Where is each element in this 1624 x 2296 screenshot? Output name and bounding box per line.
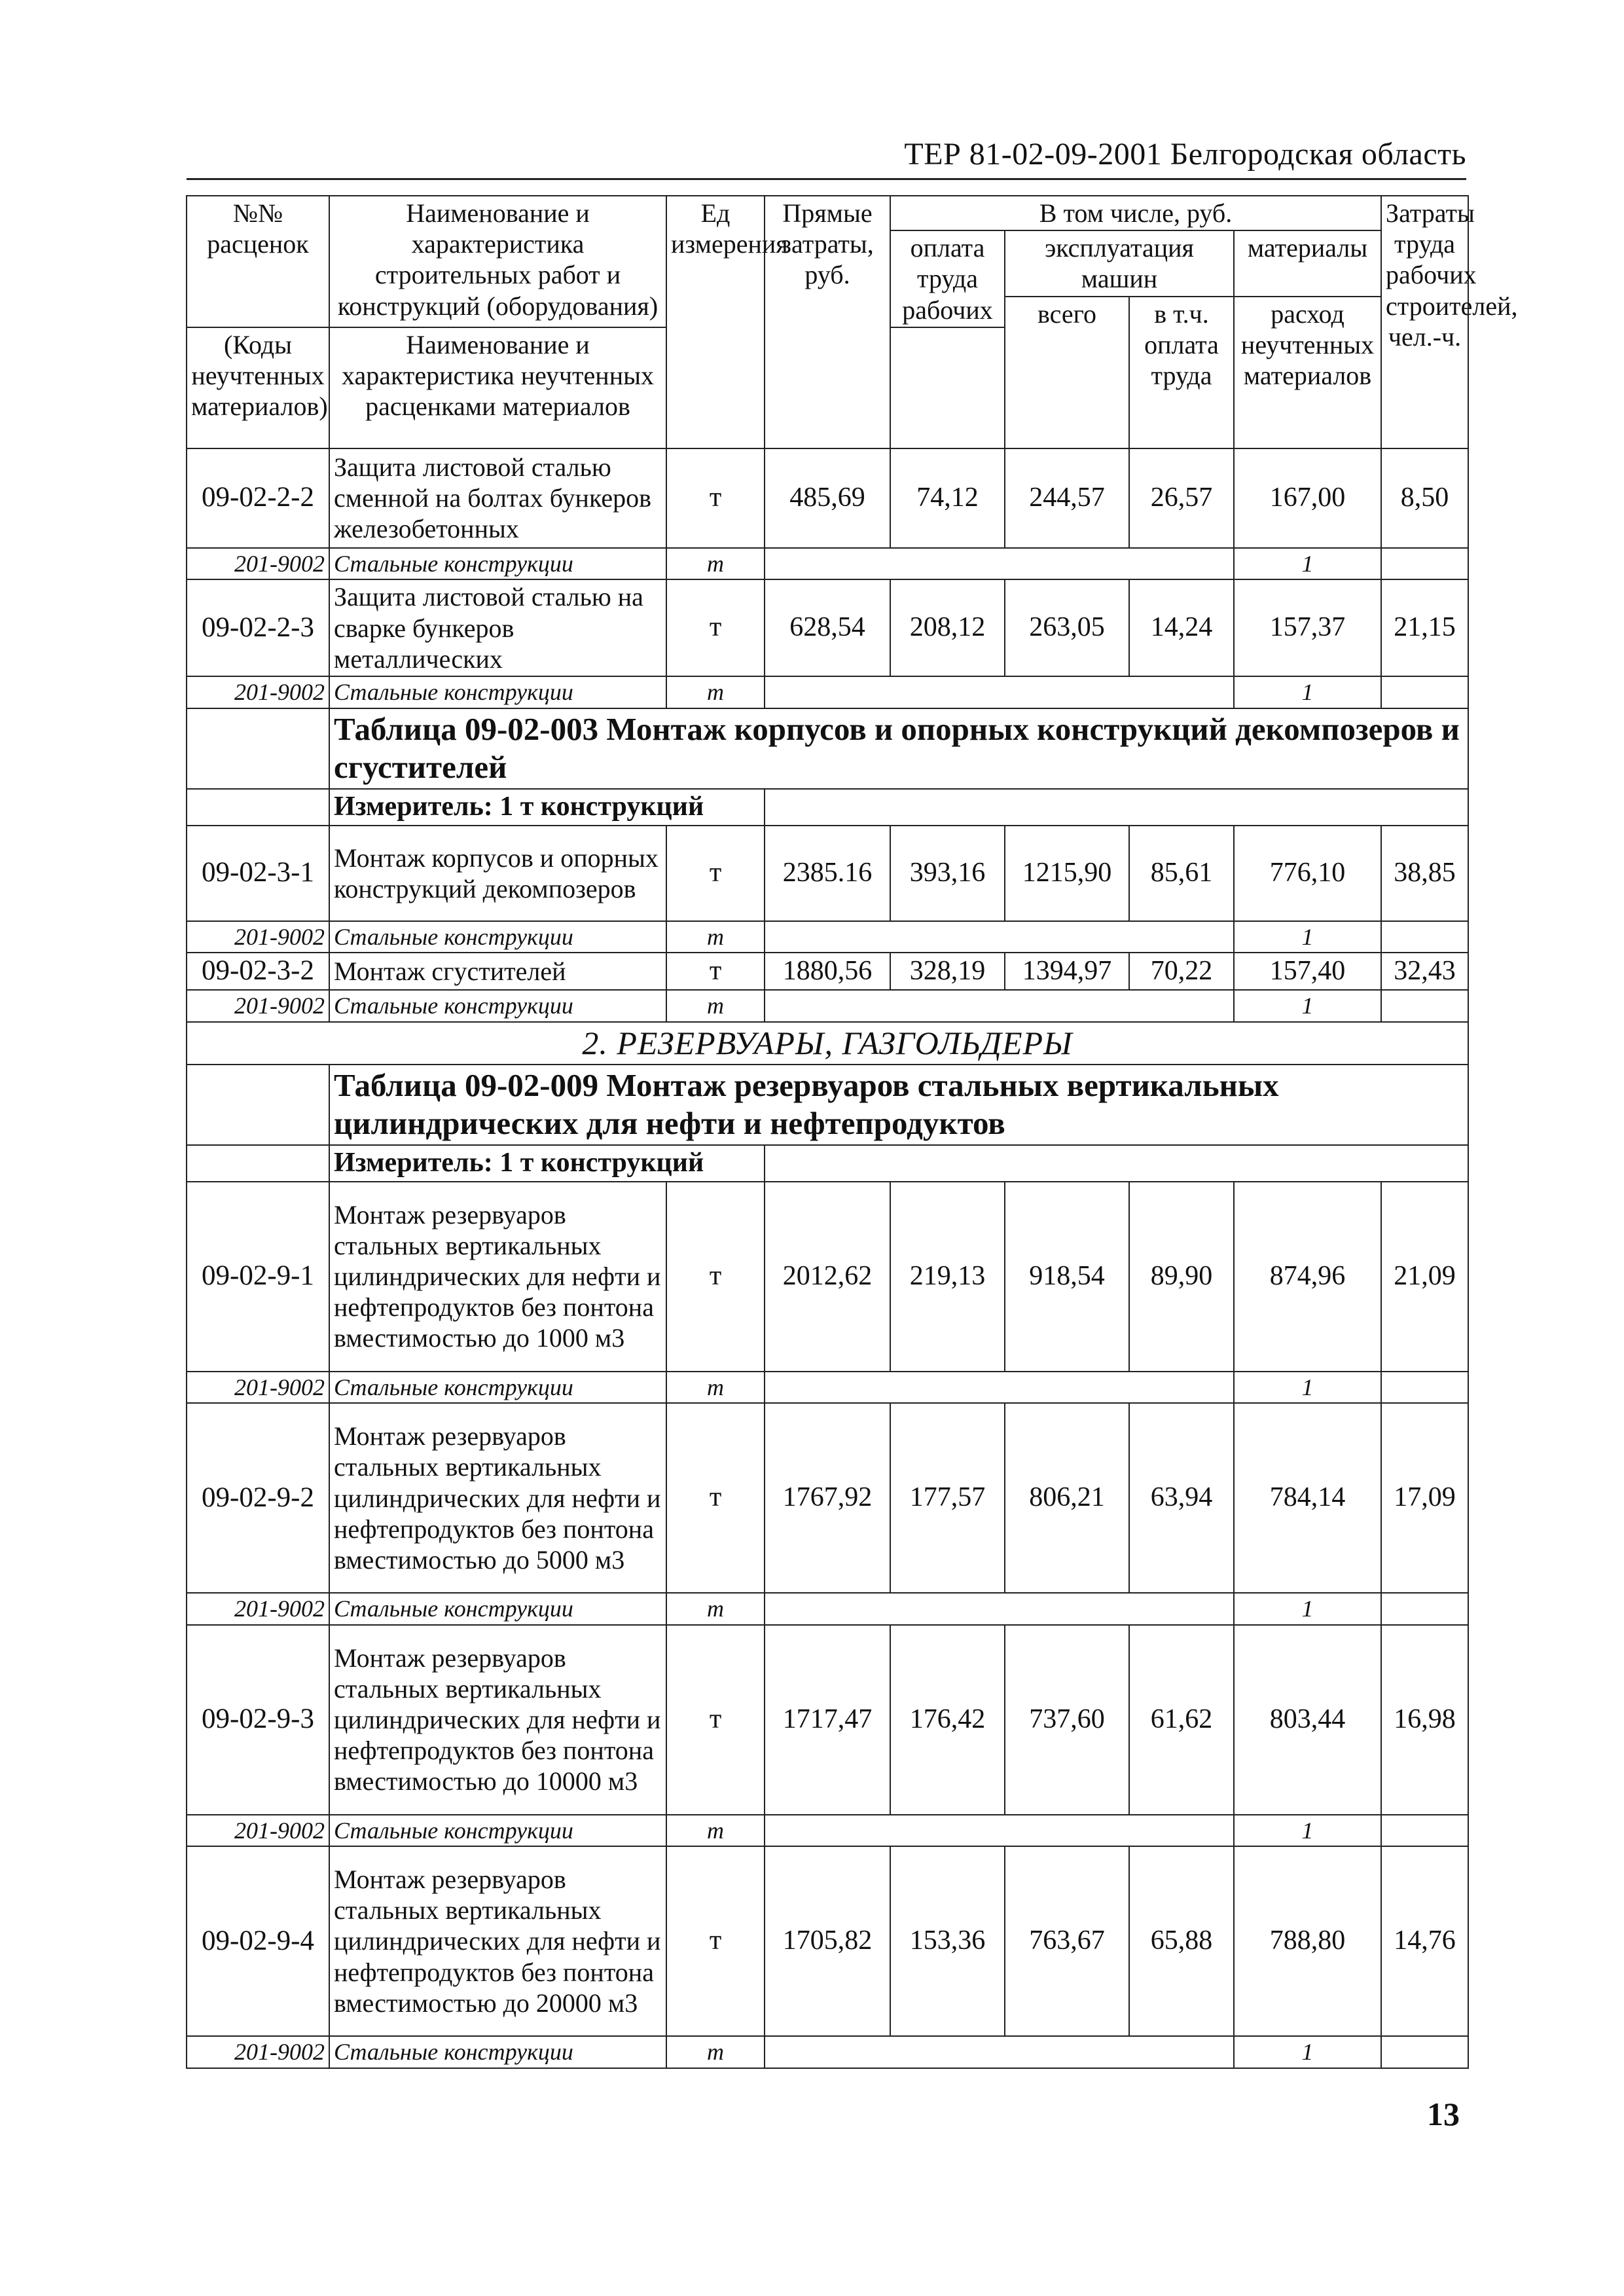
table-row [187, 579, 1468, 676]
document-header-title: ТЕР 81-02-09-2001 Белгородская область [904, 137, 1466, 172]
rate-name: Монтаж резервуаров стальных вертикальных цилиндрических для нефти и нефтепродуктов без понтона вместимостью до 5000 м3 [329, 1403, 666, 1593]
material-name: Стальные конструкции [329, 676, 666, 708]
rate-code: 09-02-3-1 [187, 826, 329, 921]
rate-labor: 21,09 [1381, 1182, 1468, 1372]
measure-unit: Измеритель: 1 т конструкций [329, 1145, 765, 1182]
rate-code: 09-02-9-2 [187, 1403, 329, 1593]
material-code: 201-9002 [187, 548, 329, 579]
material-row [187, 990, 1468, 1021]
material-row [187, 1815, 1468, 1846]
rate-machines-wages: 65,88 [1129, 1846, 1234, 2036]
rate-materials: 157,40 [1234, 953, 1381, 990]
header-wages-empty [890, 327, 1005, 448]
table-row [187, 826, 1468, 921]
material-code: 201-9002 [187, 1593, 329, 1624]
material-unit: т [666, 990, 765, 1021]
rate-wages: 328,19 [890, 953, 1005, 990]
header-materials: материалы [1234, 230, 1381, 296]
rate-materials: 803,44 [1234, 1625, 1381, 1815]
table-row [187, 953, 1468, 990]
header-materials-usage: расход неучтенных материалов [1234, 297, 1381, 448]
rate-code: 09-02-9-4 [187, 1846, 329, 2036]
rate-wages: 176,42 [890, 1625, 1005, 1815]
header-direct-costs: Прямые затраты, руб. [765, 196, 890, 448]
table-row [187, 1625, 1468, 1815]
material-row [187, 1372, 1468, 1403]
material-unit: т [666, 921, 765, 953]
rate-direct-costs: 628,54 [765, 579, 890, 676]
table-title: Таблица 09-02-009 Монтаж резервуаров стальных вертикальных цилиндрических для нефти и нефтепродуктов [329, 1065, 1468, 1146]
table-row [187, 1403, 1468, 1593]
rate-name: Монтаж резервуаров стальных вертикальных цилиндрических для нефти и нефтепродуктов без понтона вместимостью до 1000 м3 [329, 1182, 666, 1372]
material-name: Стальные конструкции [329, 1815, 666, 1846]
rate-unit: т [666, 826, 765, 921]
measure-unit: Измеритель: 1 т конструкций [329, 789, 765, 826]
header-machines-wages: в т.ч. оплата труда [1129, 297, 1234, 448]
material-quantity: 1 [1234, 1593, 1381, 1624]
material-row [187, 676, 1468, 708]
rate-name: Монтаж резервуаров стальных вертикальных цилиндрических для нефти и нефтепродуктов без понтона вместимостью до 10000 м3 [329, 1625, 666, 1815]
rate-machines-total: 1215,90 [1005, 826, 1129, 921]
material-code: 201-9002 [187, 990, 329, 1021]
header-name-top: Наименование и характеристика строительных работ и конструкций (оборудования) [329, 196, 666, 327]
header-machines-total: всего [1005, 297, 1129, 448]
material-name: Стальные конструкции [329, 921, 666, 953]
rate-labor: 38,85 [1381, 826, 1468, 921]
rate-direct-costs: 1880,56 [765, 953, 890, 990]
header-machines: эксплуатация машин [1005, 230, 1234, 296]
material-name: Стальные конструкции [329, 548, 666, 579]
rate-wages: 153,36 [890, 1846, 1005, 2036]
rate-machines-total: 737,60 [1005, 1625, 1129, 1815]
rate-unit: т [666, 1403, 765, 1593]
material-name: Стальные конструкции [329, 2036, 666, 2068]
rate-machines-wages: 61,62 [1129, 1625, 1234, 1815]
material-code: 201-9002 [187, 676, 329, 708]
header-code-top: №№ расценок [187, 196, 329, 327]
material-quantity: 1 [1234, 676, 1381, 708]
rate-machines-total: 244,57 [1005, 448, 1129, 548]
header-wages: оплата труда рабочих [890, 230, 1005, 327]
rate-code: 09-02-9-1 [187, 1182, 329, 1372]
rate-machines-wages: 89,90 [1129, 1182, 1234, 1372]
rate-materials: 167,00 [1234, 448, 1381, 548]
material-quantity: 1 [1234, 990, 1381, 1021]
material-unit: т [666, 1815, 765, 1846]
rate-wages: 208,12 [890, 579, 1005, 676]
rate-wages: 219,13 [890, 1182, 1005, 1372]
rate-code: 09-02-3-2 [187, 953, 329, 990]
rate-materials: 784,14 [1234, 1403, 1381, 1593]
rate-labor: 17,09 [1381, 1403, 1468, 1593]
material-name: Стальные конструкции [329, 1593, 666, 1624]
material-unit: т [666, 1593, 765, 1624]
section-title: 2. РЕЗЕРВУАРЫ, ГАЗГОЛЬДЕРЫ [187, 1022, 1468, 1065]
rate-labor: 14,76 [1381, 1846, 1468, 2036]
material-quantity: 1 [1234, 1815, 1381, 1846]
rate-machines-total: 263,05 [1005, 579, 1129, 676]
material-code: 201-9002 [187, 1815, 329, 1846]
material-row [187, 921, 1468, 953]
rate-code: 09-02-9-3 [187, 1625, 329, 1815]
header-labor-costs: Затраты труда рабочих строителей, чел.-ч. [1381, 196, 1468, 448]
material-quantity: 1 [1234, 548, 1381, 579]
rate-unit: т [666, 1182, 765, 1372]
table-row [187, 448, 1468, 548]
rate-name: Монтаж сгустителей [329, 953, 666, 990]
rate-machines-wages: 70,22 [1129, 953, 1234, 990]
rate-materials: 788,80 [1234, 1846, 1381, 2036]
rate-wages: 74,12 [890, 448, 1005, 548]
rate-machines-wages: 14,24 [1129, 579, 1234, 676]
rates-table [186, 195, 1518, 2069]
table-row [187, 1182, 1468, 1372]
rate-code: 09-02-2-2 [187, 448, 329, 548]
rate-materials: 776,10 [1234, 826, 1381, 921]
material-unit: т [666, 548, 765, 579]
rate-machines-wages: 63,94 [1129, 1403, 1234, 1593]
header-name-bottom: Наименование и характеристика неучтенных расценками материалов [329, 327, 666, 448]
rate-name: Монтаж резервуаров стальных вертикальных цилиндрических для нефти и нефтепродуктов без понтона вместимостью до 20000 м3 [329, 1846, 666, 2036]
rate-direct-costs: 1705,82 [765, 1846, 890, 2036]
material-row [187, 548, 1468, 579]
header-unit: Ед измерения [666, 196, 765, 448]
rate-labor: 8,50 [1381, 448, 1468, 548]
rate-wages: 393,16 [890, 826, 1005, 921]
material-quantity: 1 [1234, 921, 1381, 953]
header-code-bottom: (Коды неучтенных материалов) [187, 327, 329, 448]
page-number: 13 [1427, 2096, 1460, 2132]
rate-direct-costs: 485,69 [765, 448, 890, 548]
material-row [187, 1593, 1468, 1624]
material-code: 201-9002 [187, 2036, 329, 2068]
rate-unit: т [666, 448, 765, 548]
rate-machines-total: 763,67 [1005, 1846, 1129, 2036]
rate-name: Защита листовой сталью сменной на болтах бункеров железобетонных [329, 448, 666, 548]
material-row [187, 2036, 1468, 2068]
material-quantity: 1 [1234, 2036, 1381, 2068]
table-row [187, 1846, 1468, 2036]
rate-code: 09-02-2-3 [187, 579, 329, 676]
rate-materials: 157,37 [1234, 579, 1381, 676]
rate-direct-costs: 1717,47 [765, 1625, 890, 1815]
rate-name: Монтаж корпусов и опорных конструкций декомпозеров [329, 826, 666, 921]
rate-name: Защита листовой сталью на сварке бункеров металлических [329, 579, 666, 676]
rate-direct-costs: 2012,62 [765, 1182, 890, 1372]
material-unit: т [666, 2036, 765, 2068]
rate-direct-costs: 1767,92 [765, 1403, 890, 1593]
material-name: Стальные конструкции [329, 1372, 666, 1403]
rate-wages: 177,57 [890, 1403, 1005, 1593]
header-including: В том числе, руб. [890, 196, 1381, 230]
rate-machines-wages: 26,57 [1129, 448, 1234, 548]
header-rule [187, 178, 1466, 180]
rate-labor: 16,98 [1381, 1625, 1468, 1815]
rate-materials: 874,96 [1234, 1182, 1381, 1372]
rate-machines-total: 806,21 [1005, 1403, 1129, 1593]
material-code: 201-9002 [187, 1372, 329, 1403]
material-unit: т [666, 676, 765, 708]
material-name: Стальные конструкции [329, 990, 666, 1021]
rate-machines-total: 918,54 [1005, 1182, 1129, 1372]
rate-unit: т [666, 579, 765, 676]
rate-unit: т [666, 1846, 765, 2036]
material-code: 201-9002 [187, 921, 329, 953]
rate-labor: 32,43 [1381, 953, 1468, 990]
rate-unit: т [666, 953, 765, 990]
rate-direct-costs: 2385.16 [765, 826, 890, 921]
rate-labor: 21,15 [1381, 579, 1468, 676]
rate-machines-wages: 85,61 [1129, 826, 1234, 921]
rate-unit: т [666, 1625, 765, 1815]
table-title: Таблица 09-02-003 Монтаж корпусов и опорных конструкций декомпозеров и сгустителей [329, 708, 1468, 790]
rate-machines-total: 1394,97 [1005, 953, 1129, 990]
material-quantity: 1 [1234, 1372, 1381, 1403]
material-unit: т [666, 1372, 765, 1403]
